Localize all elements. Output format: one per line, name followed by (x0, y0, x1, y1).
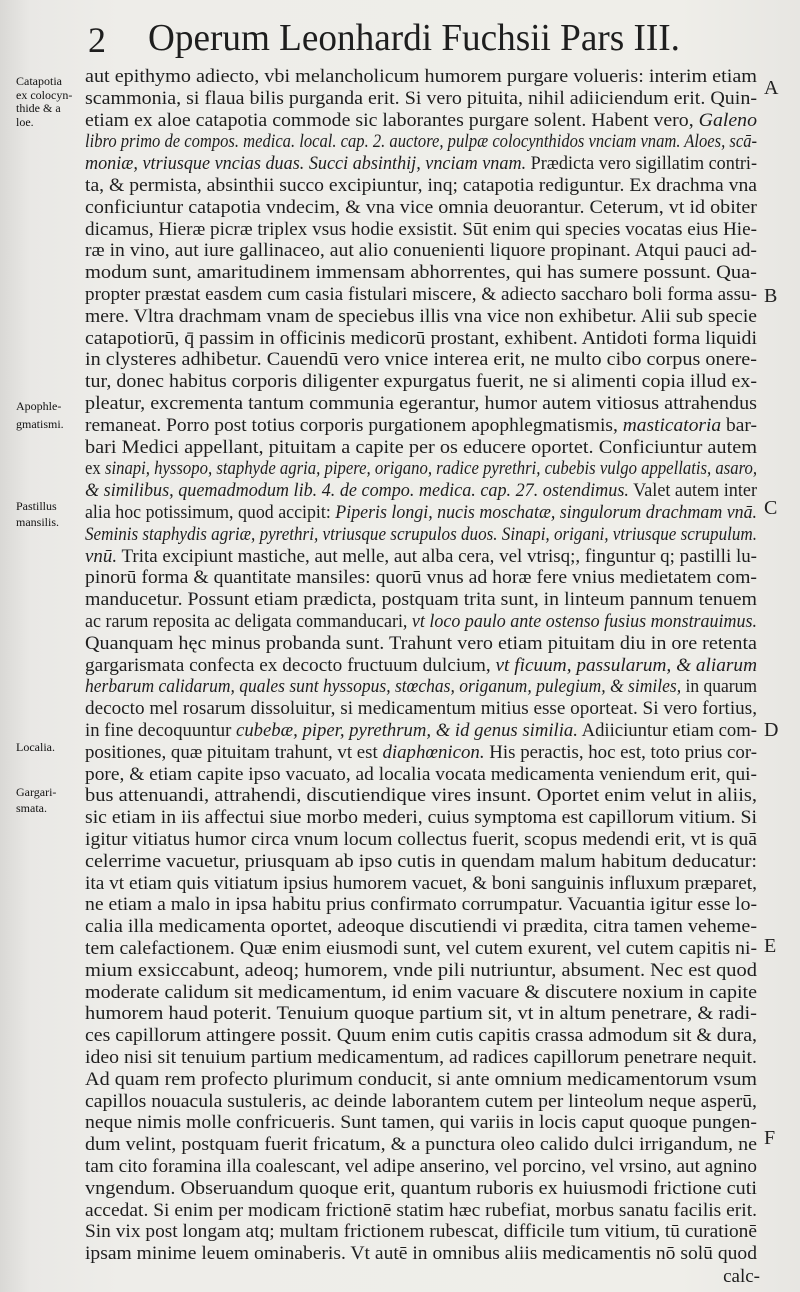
roman-text: Trita excipiunt mastiche, aut melle, aut alba cera, vel vtrisq;, finguntur q; pastilli lu- (117, 545, 758, 567)
text-line (85, 436, 757, 459)
roman-text: alia hoc potissimum, quod accipit: (85, 502, 336, 523)
text-line-content (85, 1003, 757, 1025)
text-line (85, 589, 757, 611)
text-line-content (85, 655, 757, 677)
text-line-content (85, 66, 757, 88)
text-line (85, 807, 757, 829)
text-line-content (85, 546, 757, 568)
text-line (85, 1134, 758, 1156)
text-line-content (85, 371, 757, 393)
roman-text: conficiuntur catapotia vndecim, & vna vice omnia deuorantur. Ceterum, vt id obiter (85, 196, 757, 218)
text-line (85, 393, 757, 415)
text-line (85, 175, 758, 197)
roman-text: aut epithymo adiecto, vbi melancholicum humorem purgare volueris: interim etiam (85, 66, 757, 87)
text-line-content (85, 633, 757, 655)
roman-text: bari Medici appellant, pituitam a capite per os educere oportet. Conficiuntur autem (85, 436, 757, 458)
text-line-content (85, 1178, 757, 1200)
text-line-content (85, 1047, 757, 1069)
italic-text: Piperis longi, nucis moschatæ, singulorum drachmam vnā. (335, 502, 757, 523)
text-line-content (85, 437, 757, 459)
text-line-content (85, 742, 757, 764)
text-line-content (85, 807, 757, 829)
roman-text: celerrime vacuetur, priusquam ab ipso cutis in quendam malum habitum deducatur: (85, 850, 758, 872)
margin-note-localia (16, 739, 82, 755)
section-letter: E (764, 935, 777, 957)
text-line-content (85, 240, 757, 262)
section-letter: A (764, 77, 779, 99)
roman-text: sic etiam in iis affectui siue morbo mederi, cuius symptoma est capillorum vitium. Si (85, 807, 757, 829)
roman-text: His peractis, hoc est, toto prius cor- (484, 741, 757, 763)
catchword: calc- (723, 1266, 760, 1287)
margin-note-line: Catapotia (16, 74, 62, 88)
text-line-content (85, 131, 757, 153)
text-line (85, 546, 759, 568)
margin-note-line: gmatismi. (16, 417, 64, 431)
text-line (85, 1047, 757, 1069)
text-line (85, 66, 757, 88)
italic-text: Galeno (698, 109, 757, 131)
running-title: Operum Leonhardi Fuchsii Pars III. (148, 17, 680, 59)
text-line (85, 676, 800, 698)
italic-text: libro primo de compos. medica. local. cap. 2. auctore, pulpæ colocynthidos vnciam vnam. Aloes, scā- (85, 131, 757, 153)
margin-note-line: loe. (16, 114, 34, 129)
text-line (85, 894, 757, 916)
roman-text: manducetur. Possunt etiam prædicta, postquam trita sunt, in linteum pannum tenuem (85, 589, 757, 611)
text-line-content (85, 829, 757, 851)
text-line (85, 327, 757, 350)
italic-text: sinapi, hyssopo, staphyde agria, pipere, origano, radice pyrethri, cubebis vulgo appellatis, asaro, (104, 458, 757, 480)
roman-text: accedat. Si enim per modicam frictionē statim hæc rubefiat, morbus sanatu facilis erit. (85, 1199, 757, 1221)
roman-text: calia illa medicamenta oportet, adeoque discutiendi vi prædita, citra tamen veheme- (85, 916, 757, 938)
text-line (85, 763, 757, 786)
text-line-content (85, 284, 757, 306)
margin-note-line: thide & a (16, 101, 61, 115)
roman-text: in quarum (681, 676, 757, 698)
text-line-content (85, 589, 757, 611)
margin-note-catapotia (16, 75, 82, 129)
roman-text: remaneat. Porro post totius corporis purgationem apophlegmatismis, (85, 414, 623, 436)
roman-text: Quanquam hęc minus probanda sunt. Trahunt vero etiam pituitam diu in ore retenta (85, 632, 757, 654)
italic-text: & similibus, quemadmodum lib. 4. de compo. medica. cap. 27. ostendimus. (85, 480, 629, 502)
text-line-content (85, 611, 757, 633)
roman-text: mere. Vltra drachmam vnam de speciebus illis vna vice non exhibetur. Alii sub specie (85, 305, 757, 327)
text-line (85, 611, 795, 633)
text-line-content (85, 1134, 757, 1156)
text-line (85, 1177, 757, 1200)
text-line (85, 959, 758, 982)
text-line (85, 1090, 757, 1113)
text-line (85, 1025, 757, 1047)
text-line (85, 720, 768, 742)
text-line-content (85, 480, 757, 502)
folio-number: 2 (88, 20, 106, 60)
section-letter: B (764, 285, 778, 307)
roman-text: capillos nouacula sustuleris, ac deinde laborantem cutem per linteolum neque asperū, (85, 1090, 757, 1112)
italic-text: masticatoria (622, 414, 722, 436)
text-line-content (85, 851, 757, 873)
running-title-wrap (148, 16, 692, 60)
roman-text: vngendum. Obseruandum quoque erit, quantum ruboris ex huiusmodi frictione cuti (85, 1177, 757, 1199)
text-line (85, 480, 789, 502)
roman-text: ne etiam a malo in ipsa habitu prius confirmato corrumpatur. Vacuantia igitur esse lo- (85, 894, 757, 916)
text-line (85, 850, 758, 873)
text-line-content (85, 1200, 757, 1222)
margin-note-line: Gargari- (16, 785, 57, 799)
section-letter: D (764, 719, 779, 741)
margin-note-line: Localia. (16, 740, 55, 754)
text-line-content (85, 262, 757, 284)
text-line (85, 1243, 758, 1265)
text-line-content (85, 328, 757, 350)
text-line (85, 240, 757, 262)
roman-text: pore, & etiam capite ipso vacuato, ad localia vocata medicamenta veniendum erit, qui- (85, 763, 757, 785)
text-line (85, 305, 757, 328)
roman-text: modum sunt, amaritudinem immensam abhorrentes, qui has sumere possunt. Qua- (85, 262, 757, 284)
text-line (85, 742, 762, 764)
text-line (85, 872, 757, 895)
italic-text: vt loco paulo ante ostenso fusius monstrauimus. (411, 611, 757, 632)
roman-text: ac rarum reposita ac deligata commanducari, (85, 611, 412, 632)
roman-text: Sin vix post longam atq; multam frictionem rubescat, difficile tum vitium, tū curationē (85, 1221, 757, 1243)
text-line (85, 1199, 757, 1222)
text-line (85, 829, 758, 851)
roman-text: dicamus, Hieræ picræ triplex vsus hodie exsistit. Sūt enim qui species vocatas eius Hie- (85, 218, 757, 240)
text-line (85, 1068, 757, 1091)
roman-text: ipsam minime leuem ominaberis. Vt autē in omnibus aliis medicamentis nō solū quod (85, 1243, 758, 1265)
text-line-content (85, 698, 757, 720)
italic-text: diaphœnicon. (382, 741, 485, 763)
text-line-content (85, 1025, 757, 1047)
text-line-content (85, 785, 757, 807)
text-line-content (85, 1221, 757, 1243)
roman-text: catapotiorū, q̄ passim in officinis medicorū prostant, exhibent. Antidoti forma liquidi (85, 327, 757, 349)
text-line-content (85, 415, 757, 437)
roman-text: humorem haud poterit. Tenuium quoque partium sit, vt in altum penetrare, & radi- (85, 1003, 757, 1025)
text-line-content (85, 219, 757, 241)
text-line (85, 916, 757, 938)
text-line (85, 218, 757, 241)
roman-text: bus attenuandi, attrahendi, discutiendique vires insunt. Oportet enim velut in aliis, (85, 785, 758, 807)
text-line-content (85, 88, 757, 110)
italic-text: moniæ, vtriusque vncias duas. Succi absinthij, vnciam vnam. (85, 153, 527, 175)
roman-text: decocto mel rosarum dissoluitur, si medicamentum mitius esse oporteat. Si vero fortius, (85, 698, 757, 720)
text-line-content (85, 197, 757, 219)
roman-text: bar- (721, 414, 757, 436)
text-line-content (85, 1243, 757, 1265)
text-line-content (85, 524, 757, 546)
roman-text: pinorū forma & quantitate mansiles: quorū vnus ad horæ fere vnius medietatem com- (85, 567, 758, 589)
text-line (85, 458, 800, 480)
text-line-content (85, 764, 757, 786)
text-line (85, 1112, 757, 1134)
roman-text: scammonia, si flaua bilis purganda erit. Si vero pituita, nihil adiiciendum erit. Quin- (85, 87, 757, 109)
italic-text: vt ficuum, passularum, & aliarum (495, 654, 757, 676)
roman-text: pleatur, excrementa tantum communia egerantur, humor autem vitiosus attrahendus (85, 393, 757, 414)
text-line (85, 371, 757, 393)
roman-text: neque nimis molle confricueris. Sunt tamen, qui variis in locis caput quoque pungen- (85, 1112, 757, 1134)
text-line (85, 131, 800, 153)
roman-text: in fine decoquuntur (85, 720, 237, 741)
margin-note-gargarismata (16, 784, 82, 816)
text-line-content (85, 1156, 757, 1178)
text-line-content (85, 393, 757, 415)
roman-text: Prædicta vero sigillatim contri- (526, 153, 757, 175)
text-line-content (85, 938, 757, 960)
text-line-content (85, 873, 757, 895)
text-line (85, 414, 757, 437)
text-line (85, 109, 757, 132)
roman-text: tam cito foramina illa coalescant, vel adipe anserino, vel porcino, vel vrsino, aut agnino (85, 1156, 757, 1177)
roman-text: in clysteres adhibetur. Cauendū vero vnice interea erit, ne multo cibo corpus onere- (85, 349, 758, 371)
text-line (85, 981, 757, 1004)
margin-note-line: ex colocyn- (16, 87, 73, 102)
italic-text: cubebæ, piper, pyrethrum, & id genus similia. (236, 720, 578, 741)
roman-text: positiones, quæ pituitam trahunt, vt est (85, 741, 383, 763)
roman-text: ræ in vino, aut iure gallinaceo, aut alio conuenienti liquore propinant. Atqui pauci ad- (85, 240, 757, 262)
text-line-content (85, 1112, 757, 1134)
text-line-content (85, 567, 757, 589)
text-line-content (85, 982, 757, 1004)
roman-text: ideo nisi sit tenuium partium medicamentum, ad radices capillorum penetrare nequit. (85, 1047, 757, 1068)
text-line-content (85, 306, 757, 328)
text-line-content (85, 153, 757, 175)
italic-text: vnū. (85, 545, 118, 567)
roman-text: igitur vitiatus humor circa vnum locum collectus fuerit, scopus medendi erit, vt is quā (85, 829, 758, 850)
italic-text: herbarum calidarum, quales sunt hyssopus, stœchas, origanum, pulegium, & similes, (85, 676, 682, 698)
roman-text: Ad quam rem profecto plurimum conducit, si ante omnium medicamentorum vsum (85, 1068, 757, 1090)
text-line-content (85, 720, 757, 742)
text-line-content (85, 458, 757, 480)
text-line (85, 524, 800, 546)
roman-text: gargarismata confecta ex decocto fructuum dulcium, (85, 654, 496, 676)
margin-note-pastillus (16, 498, 82, 530)
section-letter: F (764, 1127, 776, 1149)
roman-text: propter præstat easdem cum casia fistulari miscere, & adiecto saccharo boli forma assu- (85, 284, 757, 305)
roman-text: ta, & permista, absinthii succo excipiuntur, inq; catapotia rediguntur. Ex drachma vna (85, 175, 758, 196)
text-line (85, 1003, 757, 1025)
text-line-content (85, 349, 757, 371)
italic-text: Seminis staphydis agriæ, pyrethri, vtriusque scrupulos duos. Sinapi, origani, vtriusque scrupulum. (85, 523, 757, 545)
text-line-content (85, 110, 757, 132)
text-line (85, 502, 799, 524)
roman-text: ex (85, 458, 105, 480)
text-line (85, 284, 757, 306)
text-line (85, 87, 757, 110)
text-line (85, 1156, 757, 1178)
text-line-content (85, 960, 757, 982)
text-line (85, 1221, 757, 1243)
text-line-content (85, 1069, 757, 1091)
text-line (85, 262, 757, 284)
roman-text: ita vt etiam quis vitiatum ipsius humorem vacuet, & boni sanguinis influxum præparet, (85, 872, 757, 894)
roman-text: dum velint, postquam fuerit fricatum, & a punctura oleo calido dulci irrigandum, ne (85, 1134, 758, 1156)
text-line (85, 785, 758, 807)
margin-note-apophlegmatismi (16, 397, 82, 433)
margin-note-line: mansilis. (16, 515, 60, 529)
roman-text: ces capillorum attingere possit. Quum enim cutis capitis crassa admodum sit & dura, (85, 1025, 757, 1047)
text-line-content (85, 502, 757, 524)
text-line-content (85, 676, 757, 698)
text-line-content (85, 894, 757, 916)
text-line-content (85, 175, 757, 197)
section-letter: C (764, 497, 778, 519)
roman-text: Adiiciuntur etiam com- (577, 720, 757, 741)
text-line (85, 654, 757, 677)
text-line (85, 349, 758, 371)
margin-note-line: Pastillus (16, 499, 57, 513)
text-line-content (85, 1091, 757, 1113)
roman-text: Valet autem inter (628, 480, 757, 502)
text-line (85, 153, 788, 175)
text-line (85, 632, 757, 655)
roman-text: mium exsiccabunt, adeoq; humorem, vnde pili nutriuntur, absument. Nec est quod (85, 959, 758, 981)
roman-text: moderate calidum sit medicamentum, id enim vacuare & discutere noxium in capite (85, 981, 757, 1003)
margin-note-line: smata. (16, 801, 47, 815)
text-line (85, 698, 757, 720)
text-line (85, 938, 757, 960)
margin-note-line: Apophle- (16, 399, 62, 413)
text-line-content (85, 916, 757, 938)
roman-text: etiam ex aloe catapotia commode sic laborantes purgare solent. Habent vero, (85, 109, 699, 131)
roman-text: tem calefactionem. Quæ enim eiusmodi sunt, vel cutem exurent, vel cutem capitis ni- (85, 938, 757, 959)
text-line (85, 567, 758, 589)
text-line (85, 196, 757, 219)
roman-text: tur, donec habitus corporis diligenter expurgatus fuerit, ne si alimenti copia illud ex- (85, 371, 757, 393)
